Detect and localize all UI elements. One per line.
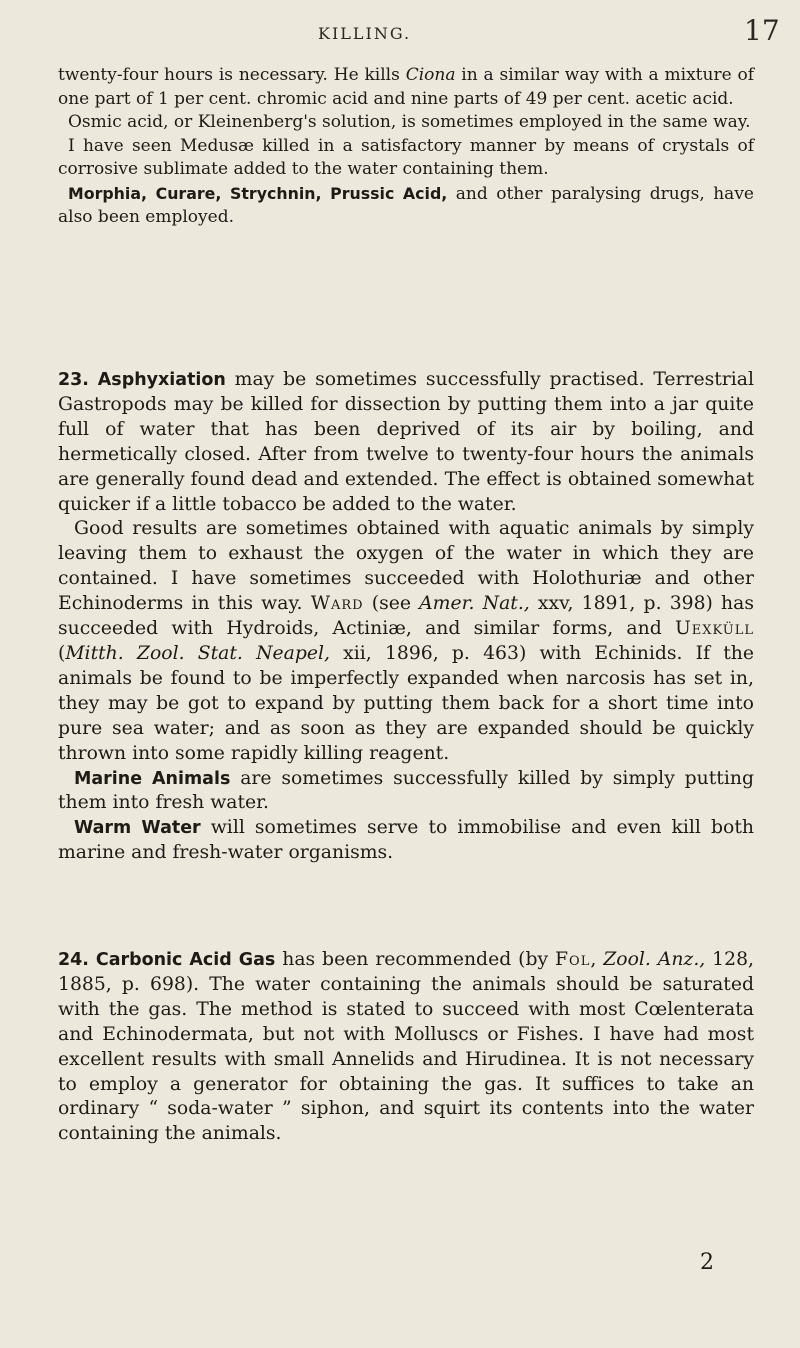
paragraph [58,64,754,111]
author: Uexküll [674,618,754,640]
paragraph: Osmic acid, or Kleinenberg's solution, is sometimes employed in the same way. [68,112,751,132]
term: Warm Water [74,818,201,839]
section-number: 24. [58,950,89,970]
page-number: 17 [744,14,780,47]
section-24 [58,948,754,1147]
running-head: KILLING. [318,24,412,43]
section-paragraph [58,948,754,1147]
signature-mark: 2 [700,1250,714,1275]
term: Morphia, Curare, Strychnin, Prussic Acid, [68,183,448,203]
species-name: Ciona [405,65,456,85]
author: Ward [310,593,364,615]
page-header [0,12,800,52]
text: in a similar way with a mixture of one part of 1 per cent. chromic acid and nine parts of 49 per cent. acetic acid. [58,65,754,109]
text: 128, 1885, p. 698). The water containing the animals should be saturated with the gas. The method is stated to succeed with most Cœlenterata and Echinodermata, but not with Molluscs or Fishes. I have had most excellent results with small Annelids and Hirudinea. It is not necessary to employ a generator for obtaining the gas. It suffices to take an ordinary “ soda-water ” siphon, and squirt its contents into the water containing the animals. [58,949,754,1145]
text: twenty-four hours is necessary. He kills [58,65,406,85]
section-heading: Carbonic Acid Gas [95,950,276,970]
journal: Zool. Anz., [603,949,706,970]
text: has been recommended (by [275,949,555,970]
text: ( [58,642,66,664]
paragraph: I have seen Medusæ killed in a satisfactory manner by means of crystals of corrosive sublimate added to the water containing them. [58,135,754,179]
text: xxv, 1891, p. 398) has succeeded with Hydroids, Actiniæ, and similar forms, and [58,593,754,640]
text: Good results are sometimes obtained with aquatic animals by simply leaving them to exhaust the oxygen of the water in which they are contained. I have sometimes succeeded with Holothuriæ and other Echinoderms in this way. [58,518,754,615]
section-number: 23. [58,370,89,390]
text: will sometimes serve to immobilise and even kill both marine and fresh-water organisms. [58,817,754,864]
paragraph [58,517,754,766]
text: (see [363,593,420,615]
top-section [58,64,754,230]
term: Marine Animals [74,768,231,789]
paragraph [58,816,754,866]
text: and other paralysing drugs, have also been employed. [58,183,754,227]
text: are sometimes successfully killed by simply putting them into fresh water. [58,767,754,814]
text: may be sometimes successfully practised. Terrestrial Gastropods may be killed for dissection by putting them into a jar quite full of water that has been deprived of its air by boiling, and hermetically closed. After from twelve to twenty-four hours the animals are generally found dead and extended. The effect is obtained somewhat quicker if a little tobacco be added to the water. [58,369,754,515]
paragraph [58,182,754,230]
journal: Mitth. Zool. Stat. Neapel, [65,642,330,664]
text: , [590,949,604,970]
section-paragraph [58,368,754,517]
paragraph [58,767,754,817]
author: Fol [555,949,591,970]
journal: Amer. Nat., [419,593,530,615]
text: xii, 1896, p. 463) with Echinids. If the animals be found to be imperfectly expanded when narcosis has set in, they may be got to expand by putting them back for a short time into pure sea water; and as soon as they are expanded should be quickly thrown into some rapidly killing reagent. [58,642,754,764]
section-heading: Asphyxiation [97,370,226,390]
section-23 [58,368,754,866]
